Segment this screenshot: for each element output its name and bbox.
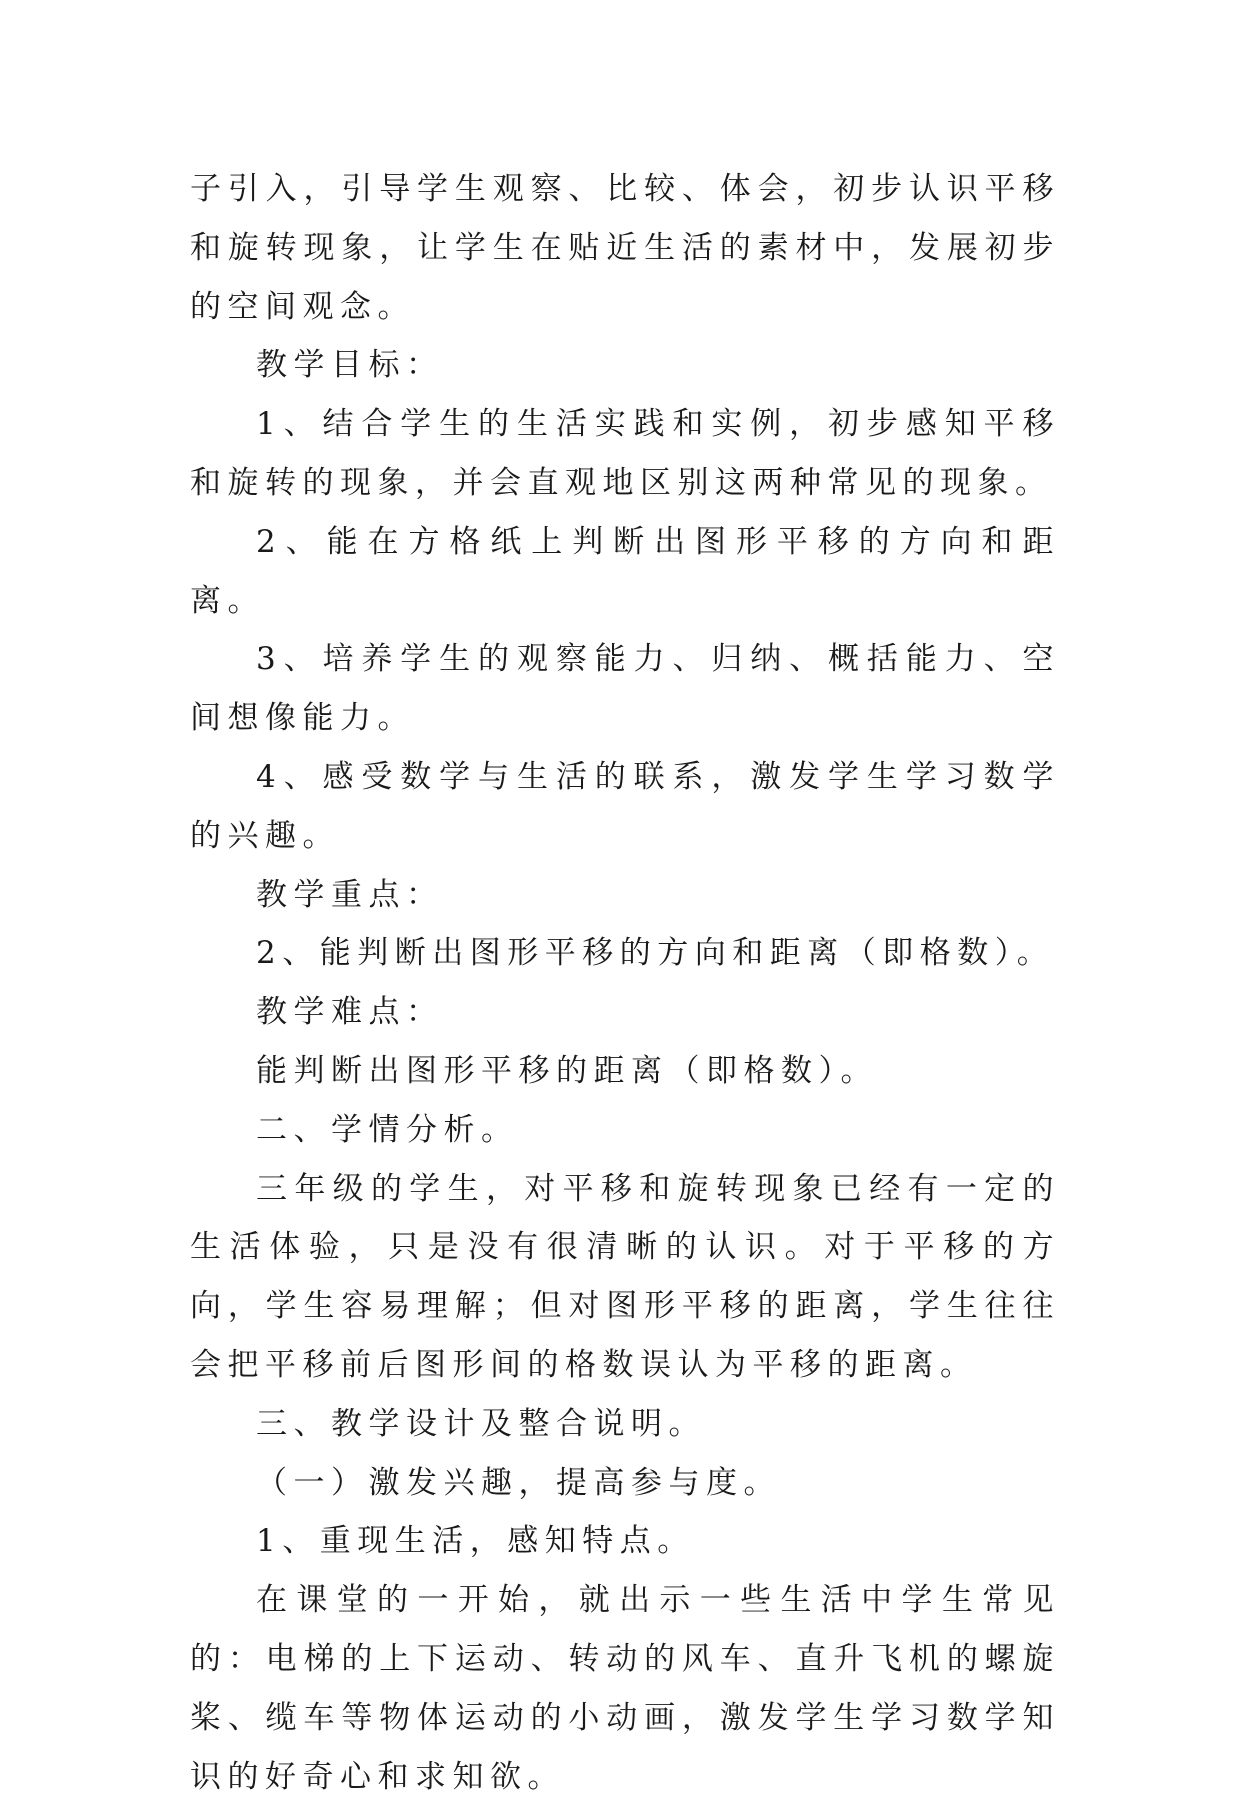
learner-analysis-text: 三年级的学生，对平移和旋转现象已经有一定的生活体验，只是没有很清晰的认识。对于平移的方向，学生容易理解；但对图形平移的距离，学生往往会把平移前后图形间的格数误认为平移的距离。 [190,1170,1060,1383]
heading-teaching-objectives: 教学目标： [256,347,444,384]
heading-difficulties: 教学难点： [256,994,444,1031]
objective-item-1: 1、结合学生的生活实践和实例，初步感知平移和旋转的现象，并会直观地区别这两种常见的现象。 [190,406,1060,501]
objective-item-2: 2、能在方格纸上判断出图形平移的方向和距离。 [190,523,1060,619]
key-point-item: 2、能判断出图形平移的方向和距离（即格数）。 [256,935,1055,972]
paragraph-intro-continuation: 子引入，引导学生观察、比较、体会，初步认识平移和旋转现象，让学生在贴近生活的素材中，发展初步的空间观念。 [190,171,1060,325]
classroom-opening-text: 在课堂的一开始，就出示一些生活中学生常见的：电梯的上下运动、转动的风车、直升飞机的螺旋桨、缆车等物体运动的小动画，激发学生学习数学知识的好奇心和求知欲。 [190,1582,1060,1795]
subheading-stimulate-interest: （一）激发兴趣，提高参与度。 [256,1464,781,1501]
document-body [190,160,1060,1806]
heading-key-points: 教学重点： [256,876,444,913]
heading-learner-analysis: 二、学情分析。 [256,1111,519,1148]
objective-item-3: 3、培养学生的观察能力、归纳、概括能力、空间想像能力。 [190,641,1060,737]
objective-item-4: 4、感受数学与生活的联系，激发学生学习数学的兴趣。 [190,758,1060,854]
step-item-1: 1、重现生活，感知特点。 [256,1523,695,1560]
difficulty-item: 能判断出图形平移的距离（即格数）。 [256,1052,878,1089]
heading-teaching-design: 三、教学设计及整合说明。 [256,1405,706,1442]
